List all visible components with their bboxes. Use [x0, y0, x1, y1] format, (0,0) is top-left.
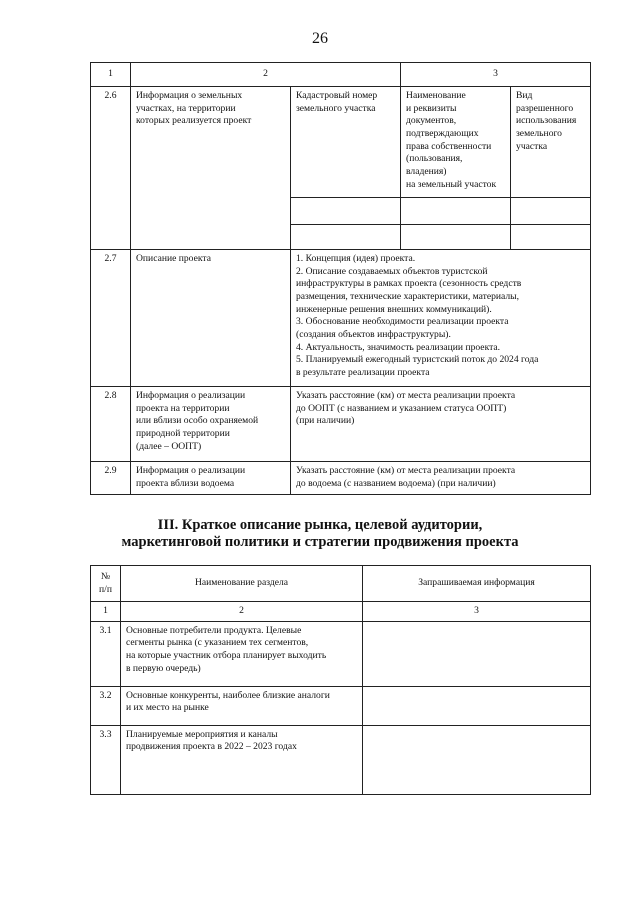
row-value: 1. Концепция (идея) проекта. 2. Описание создаваемых объектов туристской инфраструктуры в рамках проекта (сезонность средств размещения, технические характеристики, материалы, инженерные решения внешних коммуникаций). 3. Обоснование необходимости реализации проекта (создания объектов инфраструктуры). 4. Актуальность, значимость реализации проекта. 5. Планируемый ежегодный туристский поток до 2024 года в результате реализации проекта: [291, 250, 591, 387]
row-number: 3.1: [91, 621, 121, 686]
table-row: [91, 686, 591, 725]
header-col-3: 3: [401, 63, 591, 87]
index-col-2: 2: [121, 602, 363, 622]
header-col-2: 2: [131, 63, 401, 87]
table-index-row: [91, 602, 591, 622]
row-section-name: Планируемые мероприятия и каналы продвижения проекта в 2022 – 2023 годах: [121, 725, 363, 794]
row-number: 2.7: [91, 250, 131, 387]
table-row: [91, 725, 591, 794]
empty-cell: [291, 198, 401, 225]
project-info-table: [90, 62, 591, 495]
permitted-use-header: Вид разрешенного использования земельного участка: [511, 87, 591, 198]
table-row: [91, 387, 591, 462]
table-row: [91, 250, 591, 387]
table-row: [91, 621, 591, 686]
table-row: [91, 87, 591, 198]
header-number: № п/п: [91, 566, 121, 602]
table-row: [91, 462, 591, 495]
page-number: 26: [312, 30, 328, 47]
table-header-row: [91, 63, 591, 87]
section-title: III. Краткое описание рынка, целевой аудитории, маркетинговой политики и стратегии продвижения проекта: [121, 517, 519, 550]
row-label: Описание проекта: [131, 250, 291, 387]
row-requested-info: [363, 621, 591, 686]
row-number: 2.9: [91, 462, 131, 495]
row-label: Информация о земельных участках, на территории которых реализуется проект: [131, 87, 291, 250]
row-number: 2.6: [91, 87, 131, 250]
ownership-documents-header: Наименование и реквизиты документов, подтверждающих права собственности (пользования, владения) на земельный участок: [401, 87, 511, 198]
row-value: Указать расстояние (км) от места реализации проекта до водоема (с названием водоема) (при наличии): [291, 462, 591, 495]
cadastral-number-header: Кадастровый номер земельного участка: [291, 87, 401, 198]
empty-cell: [511, 198, 591, 225]
row-label: Информация о реализации проекта вблизи водоема: [131, 462, 291, 495]
row-label: Информация о реализации проекта на территории или вблизи особо охраняемой природной территории (далее – ООПТ): [131, 387, 291, 462]
row-section-name: Основные потребители продукта. Целевые сегменты рынка (с указанием тех сегментов, на которые участник отбора планирует выходить в первую очередь): [121, 621, 363, 686]
header-col-1: 1: [91, 63, 131, 87]
row-number: 3.2: [91, 686, 121, 725]
market-description-table: [90, 565, 591, 795]
header-section-name: Наименование раздела: [121, 566, 363, 602]
empty-cell: [401, 198, 511, 225]
header-requested-info: Запрашиваемая информация: [363, 566, 591, 602]
row-section-name: Основные конкуренты, наиболее близкие аналоги и их место на рынке: [121, 686, 363, 725]
empty-cell: [401, 225, 511, 250]
table-header-row: [91, 566, 591, 602]
row-value: Указать расстояние (км) от места реализации проекта до ООПТ (с названием и указанием статуса ООПТ) (при наличии): [291, 387, 591, 462]
empty-cell: [511, 225, 591, 250]
row-number: 3.3: [91, 725, 121, 794]
row-requested-info: [363, 686, 591, 725]
index-col-3: 3: [363, 602, 591, 622]
empty-cell: [291, 225, 401, 250]
row-number: 2.8: [91, 387, 131, 462]
index-col-1: 1: [91, 602, 121, 622]
row-requested-info: [363, 725, 591, 794]
